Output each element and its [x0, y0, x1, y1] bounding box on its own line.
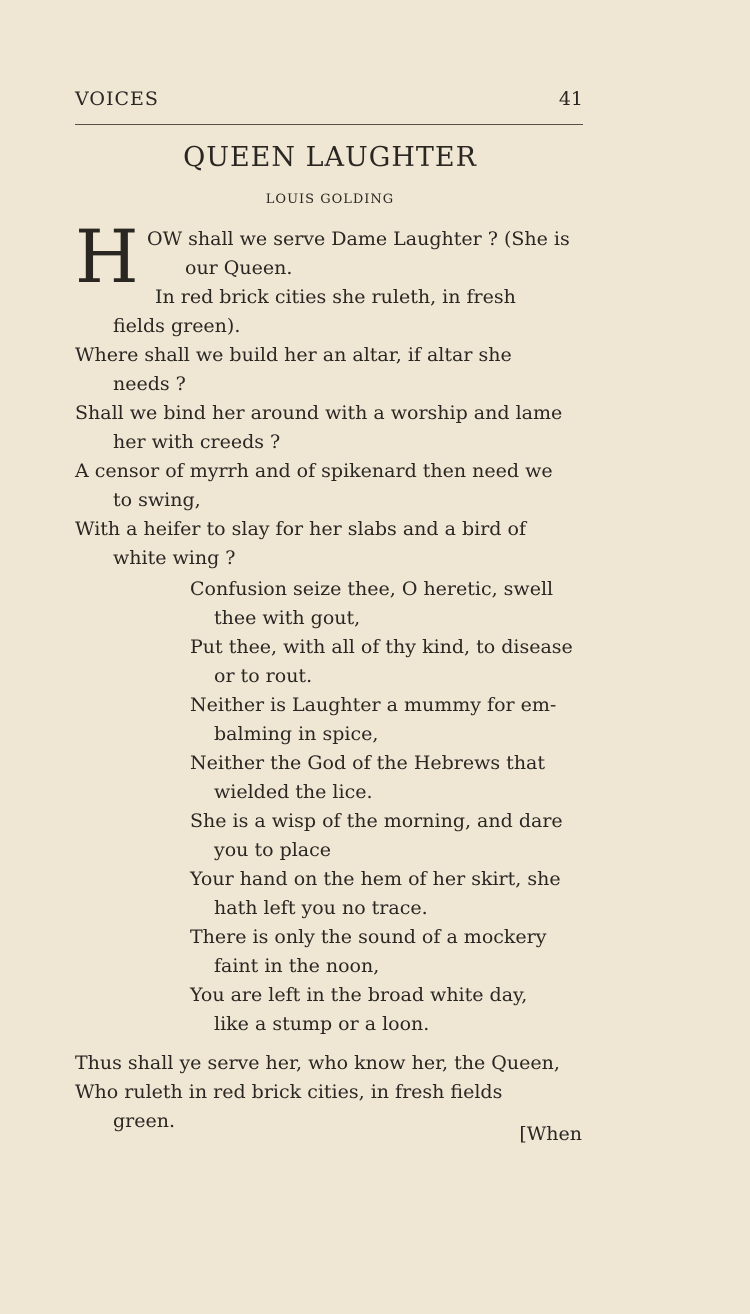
poem-line: Thus shall ye serve her, who know her, the Queen, — [75, 1052, 560, 1074]
poem-line: Where shall we build her an altar, if altar she — [75, 344, 512, 366]
poem-line: or to rout. — [214, 665, 313, 687]
page-number: 41 — [558, 88, 583, 110]
poem-line: You are left in the broad white day, — [190, 984, 528, 1006]
stanza-1 — [75, 215, 585, 573]
header-rule — [75, 124, 583, 125]
stanza-3 — [75, 1049, 585, 1136]
poem-line: her with creeds ? — [113, 431, 281, 453]
poem-line: needs ? — [113, 373, 186, 395]
poem-line: A censor of myrrh and of spikenard then need we — [75, 460, 553, 482]
poem-line: wielded the lice. — [214, 781, 373, 803]
poem-line: With a heifer to slay for her slabs and a bird of — [75, 518, 526, 540]
running-head: VOICES — [75, 88, 159, 110]
poem-line: She is a wisp of the morning, and dare — [190, 810, 563, 832]
stanza-2 — [190, 575, 585, 1039]
poem-line: faint in the noon, — [214, 955, 380, 977]
poem-line: you to place — [214, 839, 332, 861]
poem-line: Neither is Laughter a mummy for em- — [190, 694, 557, 716]
poem-line: Who ruleth in red brick cities, in fresh fields — [75, 1081, 503, 1103]
poem-line: our Queen. — [185, 257, 293, 279]
poem-line: to swing, — [113, 489, 201, 511]
poem-line: thee with gout, — [214, 607, 361, 629]
poem-line: balming in spice, — [214, 723, 379, 745]
poem-line: Put thee, with all of thy kind, to disease — [190, 636, 573, 658]
poem-line: Shall we bind her around with a worship and lame — [75, 402, 563, 424]
poem-title: QUEEN LAUGHTER — [183, 142, 477, 173]
page-header — [75, 88, 583, 118]
poem-line: OW shall we serve Dame Laughter ? (She is — [147, 228, 570, 250]
poem-line: like a stump or a loon. — [214, 1013, 430, 1035]
poem-author: LOUIS GOLDING — [265, 192, 395, 207]
poem-line: hath left you no trace. — [214, 897, 428, 919]
poem-line: white wing ? — [113, 547, 236, 569]
poem-line: Your hand on the hem of her skirt, she — [190, 868, 561, 890]
poem-body — [75, 215, 585, 1136]
poem-line: There is only the sound of a mockery — [190, 926, 547, 948]
poem-line: Confusion seize thee, O heretic, swell — [190, 578, 554, 600]
poem-line: In red brick cities she ruleth, in fresh — [155, 286, 516, 308]
poem-line: green. — [113, 1110, 176, 1132]
poem-line: Neither the God of the Hebrews that — [190, 752, 546, 774]
catchword: [When — [519, 1123, 582, 1145]
poem-line: fields green). — [113, 315, 241, 337]
drop-cap: H — [75, 215, 139, 300]
